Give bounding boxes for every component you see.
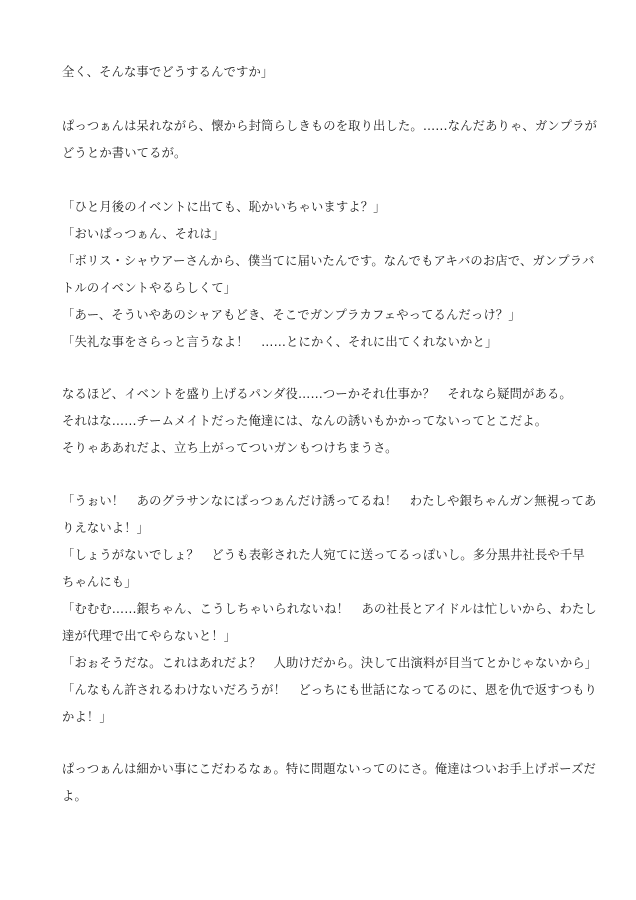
text-line: 「しょうがないでしょ？ どうも表彰された人宛てに送ってるっぽいし。多分黒井社長や千早 (62, 548, 585, 562)
text-line: ちゃんにも」 (62, 575, 137, 589)
text-line: 「おぉそうだな。これはあれだよ？ 人助けだから。決して出演料が目当てとかじゃないから」 (62, 656, 598, 670)
text-line: よ。 (62, 789, 87, 803)
text-line: トルのイベントやるらしくて」 (62, 281, 237, 295)
text-line: どうとか書いてるが。 (62, 146, 187, 160)
text-line: りえないよ！」 (62, 521, 150, 535)
text-line: 全く、そんな事でどうするんですか」 (62, 65, 274, 79)
text-line: それはな……チームメイトだった俺達には、なんの誘いもかかってないってとこだよ。 (62, 414, 548, 428)
text-line: そりゃああれだよ、立ち上がってついガンもつけちまうさ。 (62, 441, 398, 455)
text-line: 「ひと月後のイベントに出ても、恥かいちゃいますよ？」 (62, 200, 386, 214)
text-line: 「ボリス・シャウアーさんから、僕当てに届いたんです。なんでもアキバのお店で、ガンプラバ (62, 254, 595, 268)
text-line: ぱっつぁんは呆れながら、懐から封筒らしきものを取り出した。……なんだありゃ、ガンプラが (62, 119, 598, 133)
text-line: 達が代理で出てやらないと！」 (62, 629, 237, 643)
text-line: かよ！」 (62, 710, 112, 724)
text-line: ぱっつぁんは細かい事にこだわるなぁ。特に問題ないってのにさ。俺達はついお手上げポーズだ (62, 762, 596, 776)
text-line: 「失礼な事をさらっと言うなよ！ ……とにかく、それに出てくれないかと」 (62, 335, 498, 349)
text-line: 「むむむ……銀ちゃん、こうしちゃいられないね！ あの社長とアイドルは忙しいから、わたし (62, 602, 597, 616)
text-line: なるほど、イベントを盛り上げるパンダ役……つーかそれ仕事か？ それなら疑問がある。 (62, 387, 572, 401)
text-line: 「んなもん許されるわけないだろうが！ どっちにも世話になってるのに、恩を仇で返すつもり (62, 683, 597, 697)
text-line: 「うぉい！ あのグラサンなにぱっつぁんだけ誘ってるね！ わたしや銀ちゃんガン無視ってあ (62, 494, 597, 508)
text-line: 「あー、そういやあのシャアもどき、そこでガンプラカフェやってるんだっけ？」 (62, 308, 521, 322)
text-line: 「おいぱっつぁん、それは」 (62, 227, 225, 241)
